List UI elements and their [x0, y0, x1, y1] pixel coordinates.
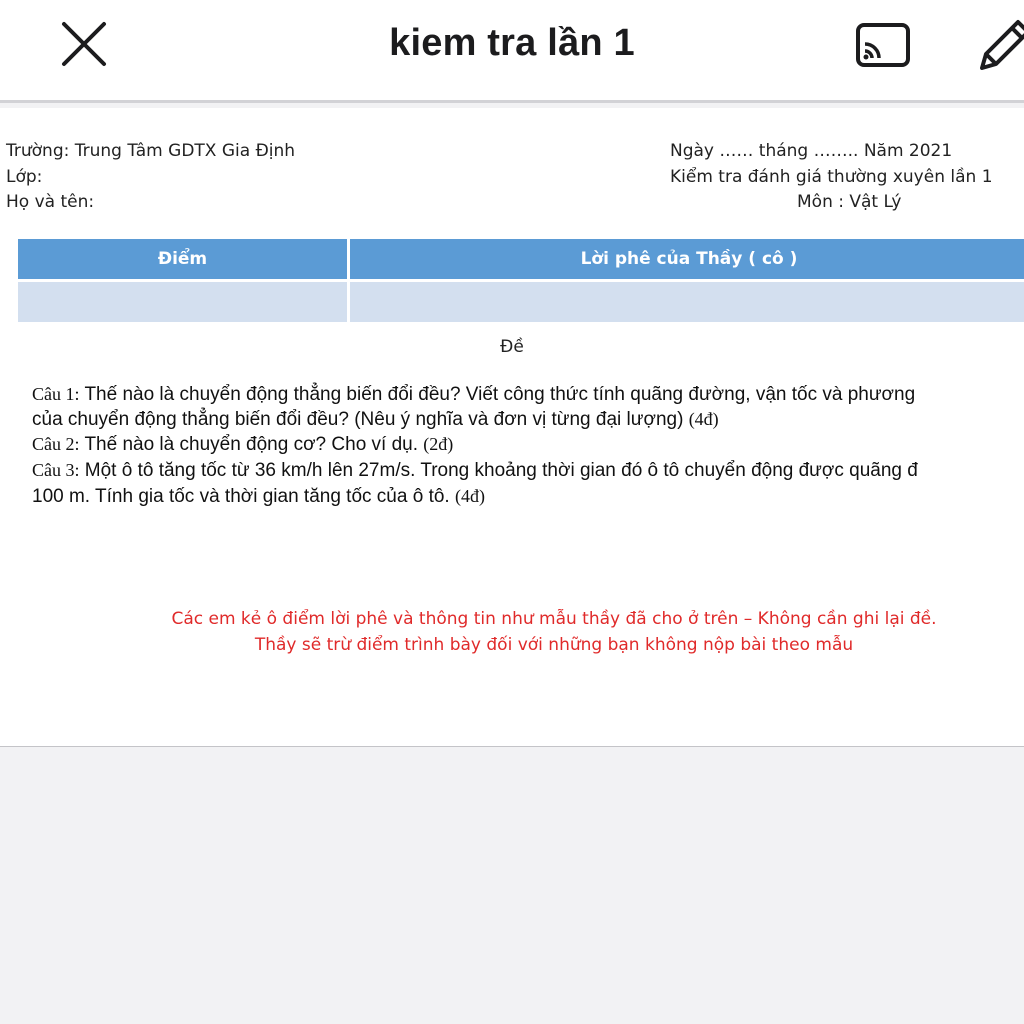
header-divider	[0, 100, 1024, 103]
cast-button[interactable]	[855, 22, 911, 68]
question-1-line-2	[32, 409, 719, 431]
subject-line: Môn : Vật Lý	[797, 192, 902, 212]
top-navigation-bar	[0, 0, 1024, 100]
teacher-comment-header: Lời phê của Thầy ( cô )	[350, 239, 1024, 279]
question-1-points: (4đ)	[688, 409, 719, 429]
question-1-line-1	[32, 384, 915, 406]
document-title: kiem tra lần 1	[389, 22, 635, 64]
question-3-text-continued: 100 m. Tính gia tốc và thời gian tăng tốc của ô tô.	[32, 486, 450, 507]
exam-title: Đề	[500, 337, 524, 357]
question-2-points: (2đ)	[423, 434, 454, 454]
question-3-label: Câu 3:	[32, 460, 80, 480]
edit-button[interactable]	[972, 14, 1024, 74]
school-name: Trường: Trung Tâm GDTX Gia Định	[6, 141, 296, 161]
empty-viewer-area	[0, 747, 1024, 1024]
cast-icon	[855, 22, 911, 68]
question-1-text-continued: của chuyển động thẳng biến đổi đều? (Nêu ý nghĩa và đơn vị từng đại lượng)	[32, 409, 684, 430]
score-cell	[18, 282, 347, 322]
question-1-label: Câu 1:	[32, 384, 80, 404]
question-2-label: Câu 2:	[32, 434, 80, 454]
question-3-line-2	[32, 486, 485, 508]
exam-line: Kiểm tra đánh giá thường xuyên lần 1	[670, 167, 993, 187]
score-comment-table	[18, 239, 1024, 322]
student-name-label: Họ và tên:	[6, 192, 95, 212]
question-3-line-1	[32, 460, 918, 482]
document-page[interactable]	[0, 108, 1024, 747]
class-label: Lớp:	[6, 167, 43, 187]
question-2-line	[32, 434, 453, 456]
question-1-text: Thế nào là chuyển động thẳng biến đổi đều? Viết công thức tính quãng đường, vận tốc và phương	[84, 384, 916, 405]
instruction-note-line-2: Thầy sẽ trừ điểm trình bày đối với những bạn không nộp bài theo mẫu	[254, 635, 854, 655]
pencil-icon	[972, 14, 1024, 74]
question-3-points: (4đ)	[454, 486, 485, 506]
teacher-comment-cell	[350, 282, 1024, 322]
question-3-text: Một ô tô tăng tốc từ 36 km/h lên 27m/s. Trong khoảng thời gian đó ô tô chuyển động được quãng đ	[84, 460, 918, 481]
question-2-text: Thế nào là chuyển động cơ? Cho ví dụ.	[84, 434, 419, 455]
score-header: Điểm	[18, 239, 347, 279]
date-line: Ngày …… tháng …….. Năm 2021	[670, 141, 953, 161]
instruction-note-line-1: Các em kẻ ô điểm lời phê và thông tin như mẫu thầy đã cho ở trên – Không cần ghi lại đề.	[171, 609, 937, 629]
